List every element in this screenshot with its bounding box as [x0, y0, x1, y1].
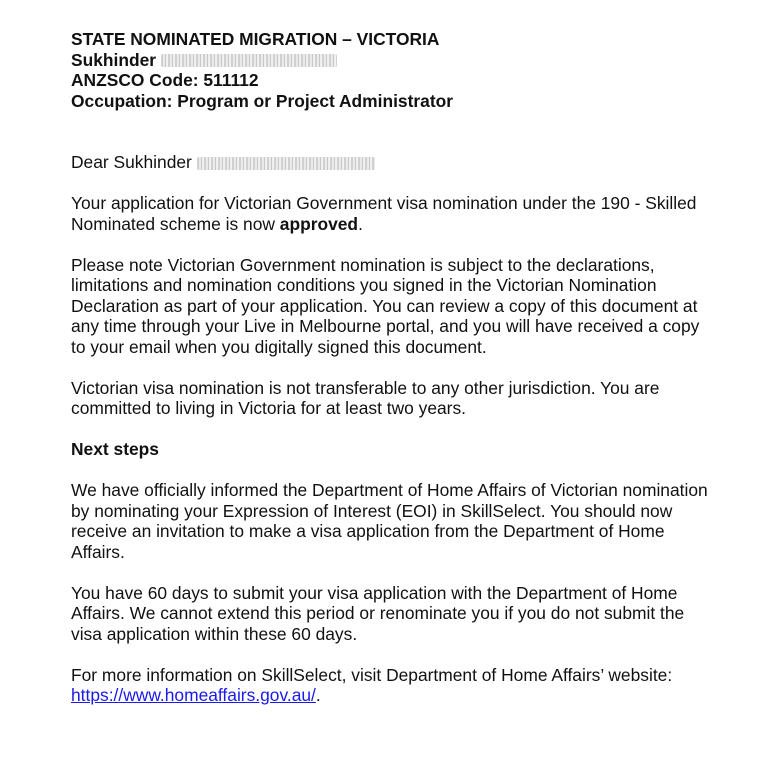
approval-period: .	[358, 213, 363, 234]
next-steps-heading: Next steps	[71, 439, 159, 459]
deadline-paragraph: You have 60 days to submit your visa application with the Department of Home Affairs. We cannot extend this period or renominate you if you do not submit the visa application within these 60 days.	[71, 582, 685, 644]
approved-word: approved	[279, 213, 359, 234]
redacted-salutation-name	[197, 157, 375, 170]
approval-text: Your application for Victorian Government visa nomination under the 190 - Skilled Nominated scheme is now	[71, 193, 697, 234]
more-info-paragraph	[71, 665, 711, 706]
document-title: STATE NOMINATED MIGRATION – VICTORIA	[71, 29, 440, 49]
approval-paragraph	[71, 193, 711, 234]
more-info-period: .	[315, 685, 321, 705]
redacted-surname	[161, 54, 337, 67]
applicant-first-name: Sukhinder	[71, 49, 157, 70]
home-affairs-link[interactable]: https://www.homeaffairs.gov.au/	[71, 685, 316, 705]
letter-document	[71, 29, 711, 706]
salutation	[71, 152, 711, 173]
eoi-paragraph: We have officially informed the Department of Home Affairs of Victorian nomination by nominating your Expression of Interest (EOI) in SkillSelect. You should now receive an invitation to make a visa application from the Department of Home Affairs.	[71, 480, 708, 562]
declaration-paragraph: Please note Victorian Government nomination is subject to the declarations, limitations and nomination conditions you signed in the Victorian Nomination Declaration as part of your application. You can review a copy of this document at any time through your Live in Melbourne portal, and you will have received a copy to your email when you digitally signed this document.	[71, 254, 700, 357]
more-info-text: For more information on SkillSelect, visit Department of Home Affairs’ website:	[71, 664, 673, 685]
anzsco-code: ANZSCO Code: 511112	[71, 70, 259, 90]
salutation-text: Dear Sukhinder	[71, 152, 192, 172]
applicant-name-line	[71, 50, 711, 71]
transferability-paragraph: Victorian visa nomination is not transferable to any other jurisdiction. You are committed to living in Victoria for at least two years.	[71, 377, 660, 418]
occupation: Occupation: Program or Project Administrator	[71, 90, 454, 111]
